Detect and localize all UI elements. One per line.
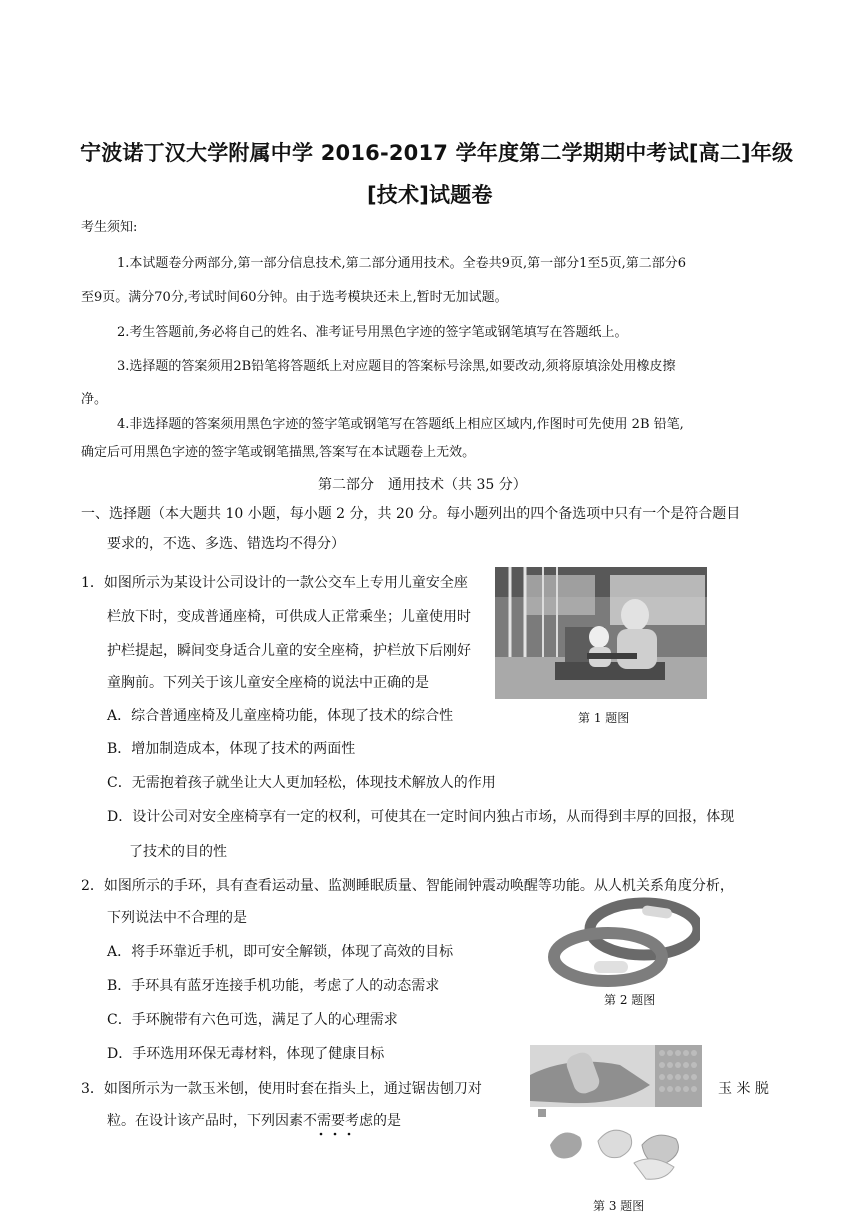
- exam-title-line2: [技术]试题卷: [367, 183, 493, 207]
- notice-item1-line2: 至9页。满分70分,考试时间60分钟。由于选考模块还未上,暂时无加试题。: [81, 290, 508, 305]
- q1-stem-line4: 童胸前。下列关于该儿童安全座椅的说法中正确的是: [107, 675, 429, 691]
- part2-heading: 第二部分 通用技术（共 35 分）: [318, 477, 527, 493]
- q3-stem-line2: 粒。在设计该产品时，下列因素不需要考虑的是: [107, 1113, 401, 1129]
- notice-item3-line1: 3.选择题的答案须用2B铅笔将答题纸上对应题目的答案标号涂黑,如要改动,须将原填涂处用橡皮擦: [117, 359, 676, 374]
- exam-title-line1: 宁波诺丁汉大学附属中学 2016-2017 学年度第二学期期中考试[高二]年级: [80, 141, 794, 165]
- notice-item4-line2: 确定后可用黑色字迹的签字笔或钢笔描黑,答案写在本试题卷上无效。: [81, 445, 476, 460]
- notice-item4-line1: 4.非选择题的答案须用黑色字迹的签字笔或钢笔写在答题纸上相应区域内,作图时可先使用 2B 铅笔,: [117, 417, 684, 432]
- notice-item2: 2.考生答题前,务必将自己的姓名、准考证号用黑色字迹的签字笔或钢笔填写在答题纸上。: [117, 325, 628, 340]
- section1-instructions-line1: 一、选择题（本大题共 10 小题，每小题 2 分，共 20 分。每小题列出的四个备选项中只有一个是符合题目: [81, 506, 741, 522]
- q1-figure-caption: 第 1 题图: [578, 711, 630, 725]
- notice-item3-line2: 净。: [81, 392, 108, 407]
- q1-option-d-line2: 了技术的目的性: [129, 844, 227, 860]
- q3-stem-line1-left: 3．如图所示为一款玉米刨，使用时套在指头上，通过锯齿刨刀对: [81, 1081, 482, 1097]
- q2-option-c: C．手环腕带有六色可选，满足了人的心理需求: [107, 1012, 398, 1028]
- q1-option-b: B．增加制造成本，体现了技术的两面性: [107, 741, 356, 757]
- q3-stem-line1-right: 玉 米 脱: [718, 1081, 769, 1097]
- q2-stem-line2: 下列说法中不合理的是: [107, 910, 247, 926]
- wristband-illustration: [546, 897, 700, 989]
- q3-figure-caption: 第 3 题图: [593, 1199, 645, 1213]
- q1-stem-line1: 1．如图所示为某设计公司设计的一款公交车上专用儿童安全座: [81, 575, 468, 591]
- q1-option-d-line1: D．设计公司对安全座椅享有一定的权利，可使其在一定时间内独占市场，从而得到丰厚的回报，体现: [107, 809, 735, 825]
- q1-option-a: A．综合普通座椅及儿童座椅功能，体现了技术的综合性: [107, 708, 454, 724]
- q1-stem-line3: 护栏提起，瞬间变身适合儿童的安全座椅，护栏放下后刚好: [107, 643, 471, 659]
- corn-stripper-illustration: [530, 1045, 702, 1185]
- q2-option-a: A．将手环靠近手机，即可安全解锁，体现了高效的目标: [107, 944, 454, 960]
- q1-option-c: C．无需抱着孩子就坐让大人更加轻松，体现技术解放人的作用: [107, 775, 496, 791]
- q2-figure-caption: 第 2 题图: [604, 993, 656, 1007]
- q2-figure-wristband: [546, 897, 700, 989]
- q1-stem-line2: 栏放下时，变成普通座椅，可供成人正常乘坐；儿童使用时: [107, 609, 471, 625]
- q3-emphasis-dots: [316, 1131, 360, 1137]
- q2-stem-line1: 2．如图所示的手环，具有查看运动量、监测睡眠质量、智能闹钟震动唤醒等功能。从人机关系角度分析，: [81, 878, 734, 894]
- q2-option-b: B．手环具有蓝牙连接手机功能，考虑了人的动态需求: [107, 978, 440, 994]
- bus-seat-illustration: [495, 567, 707, 699]
- q3-figure-corn-stripper: [530, 1045, 702, 1185]
- q2-option-d: D．手环选用环保无毒材料，体现了健康目标: [107, 1046, 385, 1062]
- q1-figure-bus-seat: [495, 567, 707, 699]
- notice-item1-line1: 1.本试题卷分两部分,第一部分信息技术,第二部分通用技术。全卷共9页,第一部分1至5页,第二部分6: [117, 256, 687, 271]
- section1-instructions-line2: 要求的，不选、多选、错选均不得分）: [107, 536, 345, 552]
- notice-heading: 考生须知:: [81, 220, 138, 235]
